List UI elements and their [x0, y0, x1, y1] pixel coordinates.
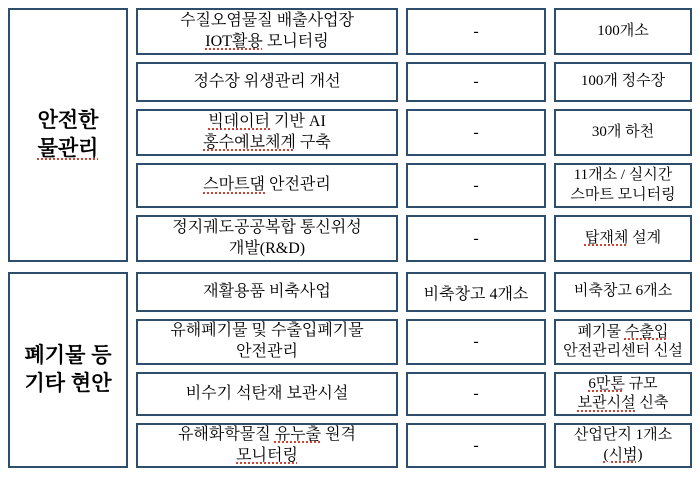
category-label-line: 물관리 — [37, 137, 99, 160]
target-line: 100개소 — [597, 22, 649, 39]
target-line: 6만톤 규모 — [588, 375, 658, 392]
project-name-line: 비수기 석탄재 보관시설 — [185, 384, 349, 402]
current-status-cell: - — [406, 62, 546, 102]
table-row — [136, 163, 692, 208]
category-cell-safe-water — [8, 8, 128, 262]
project-name-cell — [136, 319, 398, 365]
section-rows — [136, 8, 692, 262]
target-line: 11개소 / 실시간 — [573, 167, 673, 183]
table-row — [136, 272, 692, 312]
project-name-line: IOT활용 모니터링 — [205, 32, 329, 50]
project-name-line: 개발(R&D) — [228, 239, 306, 257]
current-status-cell: - — [406, 8, 546, 55]
target-line: 안전관리센터 신설 — [563, 343, 683, 359]
project-name-cell — [136, 372, 398, 416]
target-cell — [554, 272, 692, 312]
category-label-line: 안전한 — [37, 108, 99, 132]
target-line: 비축창고 6개소 — [573, 283, 673, 300]
target-line: 산업단지 1개소 — [573, 427, 673, 443]
project-name-line: 재활용품 비축사업 — [203, 282, 331, 300]
target-cell — [554, 62, 692, 102]
project-name-line: 수질오염물질 배출사업장 — [179, 11, 355, 29]
project-name-line: 안전관리 — [236, 343, 298, 360]
project-name-line: 빅데이터 기반 AI — [208, 112, 326, 130]
project-name-cell — [136, 8, 398, 55]
target-cell — [554, 163, 692, 208]
table-row — [136, 423, 692, 468]
project-name-line: 정지궤도공공복합 통신위성 — [172, 218, 362, 236]
target-line: 100개 정수장 — [580, 73, 666, 90]
table-row — [136, 372, 692, 416]
table-row — [136, 8, 692, 55]
project-name-cell — [136, 272, 398, 312]
table-row — [136, 215, 692, 262]
current-status-cell: 비축창고 4개소 — [406, 272, 546, 312]
target-cell — [554, 319, 692, 365]
target-cell — [554, 109, 692, 156]
project-name-cell — [136, 423, 398, 468]
table-row — [136, 62, 692, 102]
project-name-line: 홍수예보체계 구축 — [203, 133, 331, 151]
project-name-cell — [136, 109, 398, 156]
current-status-cell: - — [406, 319, 546, 365]
current-status-cell: - — [406, 372, 546, 416]
project-name-line: 유해폐기물 및 수출입폐기물 — [170, 322, 364, 340]
current-status-cell: - — [406, 423, 546, 468]
project-name-cell — [136, 62, 398, 102]
target-line: (시범) — [603, 446, 643, 463]
project-name-line: 유해화학물질 유누출 원격 — [177, 425, 357, 443]
category-cell-waste-etc — [8, 272, 128, 468]
target-cell — [554, 423, 692, 468]
section-waste-etc — [8, 272, 692, 468]
target-cell — [554, 8, 692, 55]
current-status-cell: - — [406, 109, 546, 156]
table-row — [136, 109, 692, 156]
project-name-cell — [136, 163, 398, 208]
target-line: 30개 하천 — [591, 123, 655, 140]
current-status-cell: - — [406, 215, 546, 262]
target-line: 폐기물 수출입 — [577, 323, 669, 340]
project-name-cell — [136, 215, 398, 262]
project-name-line: 정수장 위생관리 개선 — [193, 72, 341, 90]
project-name-line: 스마트댐 안전관리 — [203, 176, 331, 194]
category-label-line: 폐기물 등 — [24, 343, 112, 367]
category-label-line: 기타 현안 — [24, 372, 112, 395]
target-cell — [554, 215, 692, 262]
section-rows — [136, 272, 692, 468]
project-name-line: 모니터링 — [236, 446, 298, 464]
target-cell — [554, 372, 692, 416]
target-line: 탑재체 설계 — [584, 229, 662, 246]
section-safe-water — [8, 8, 692, 262]
table-row — [136, 319, 692, 365]
target-line: 스마트 모니터링 — [570, 186, 676, 203]
target-line: 보관시설 신축 — [577, 395, 669, 411]
current-status-cell: - — [406, 163, 546, 208]
